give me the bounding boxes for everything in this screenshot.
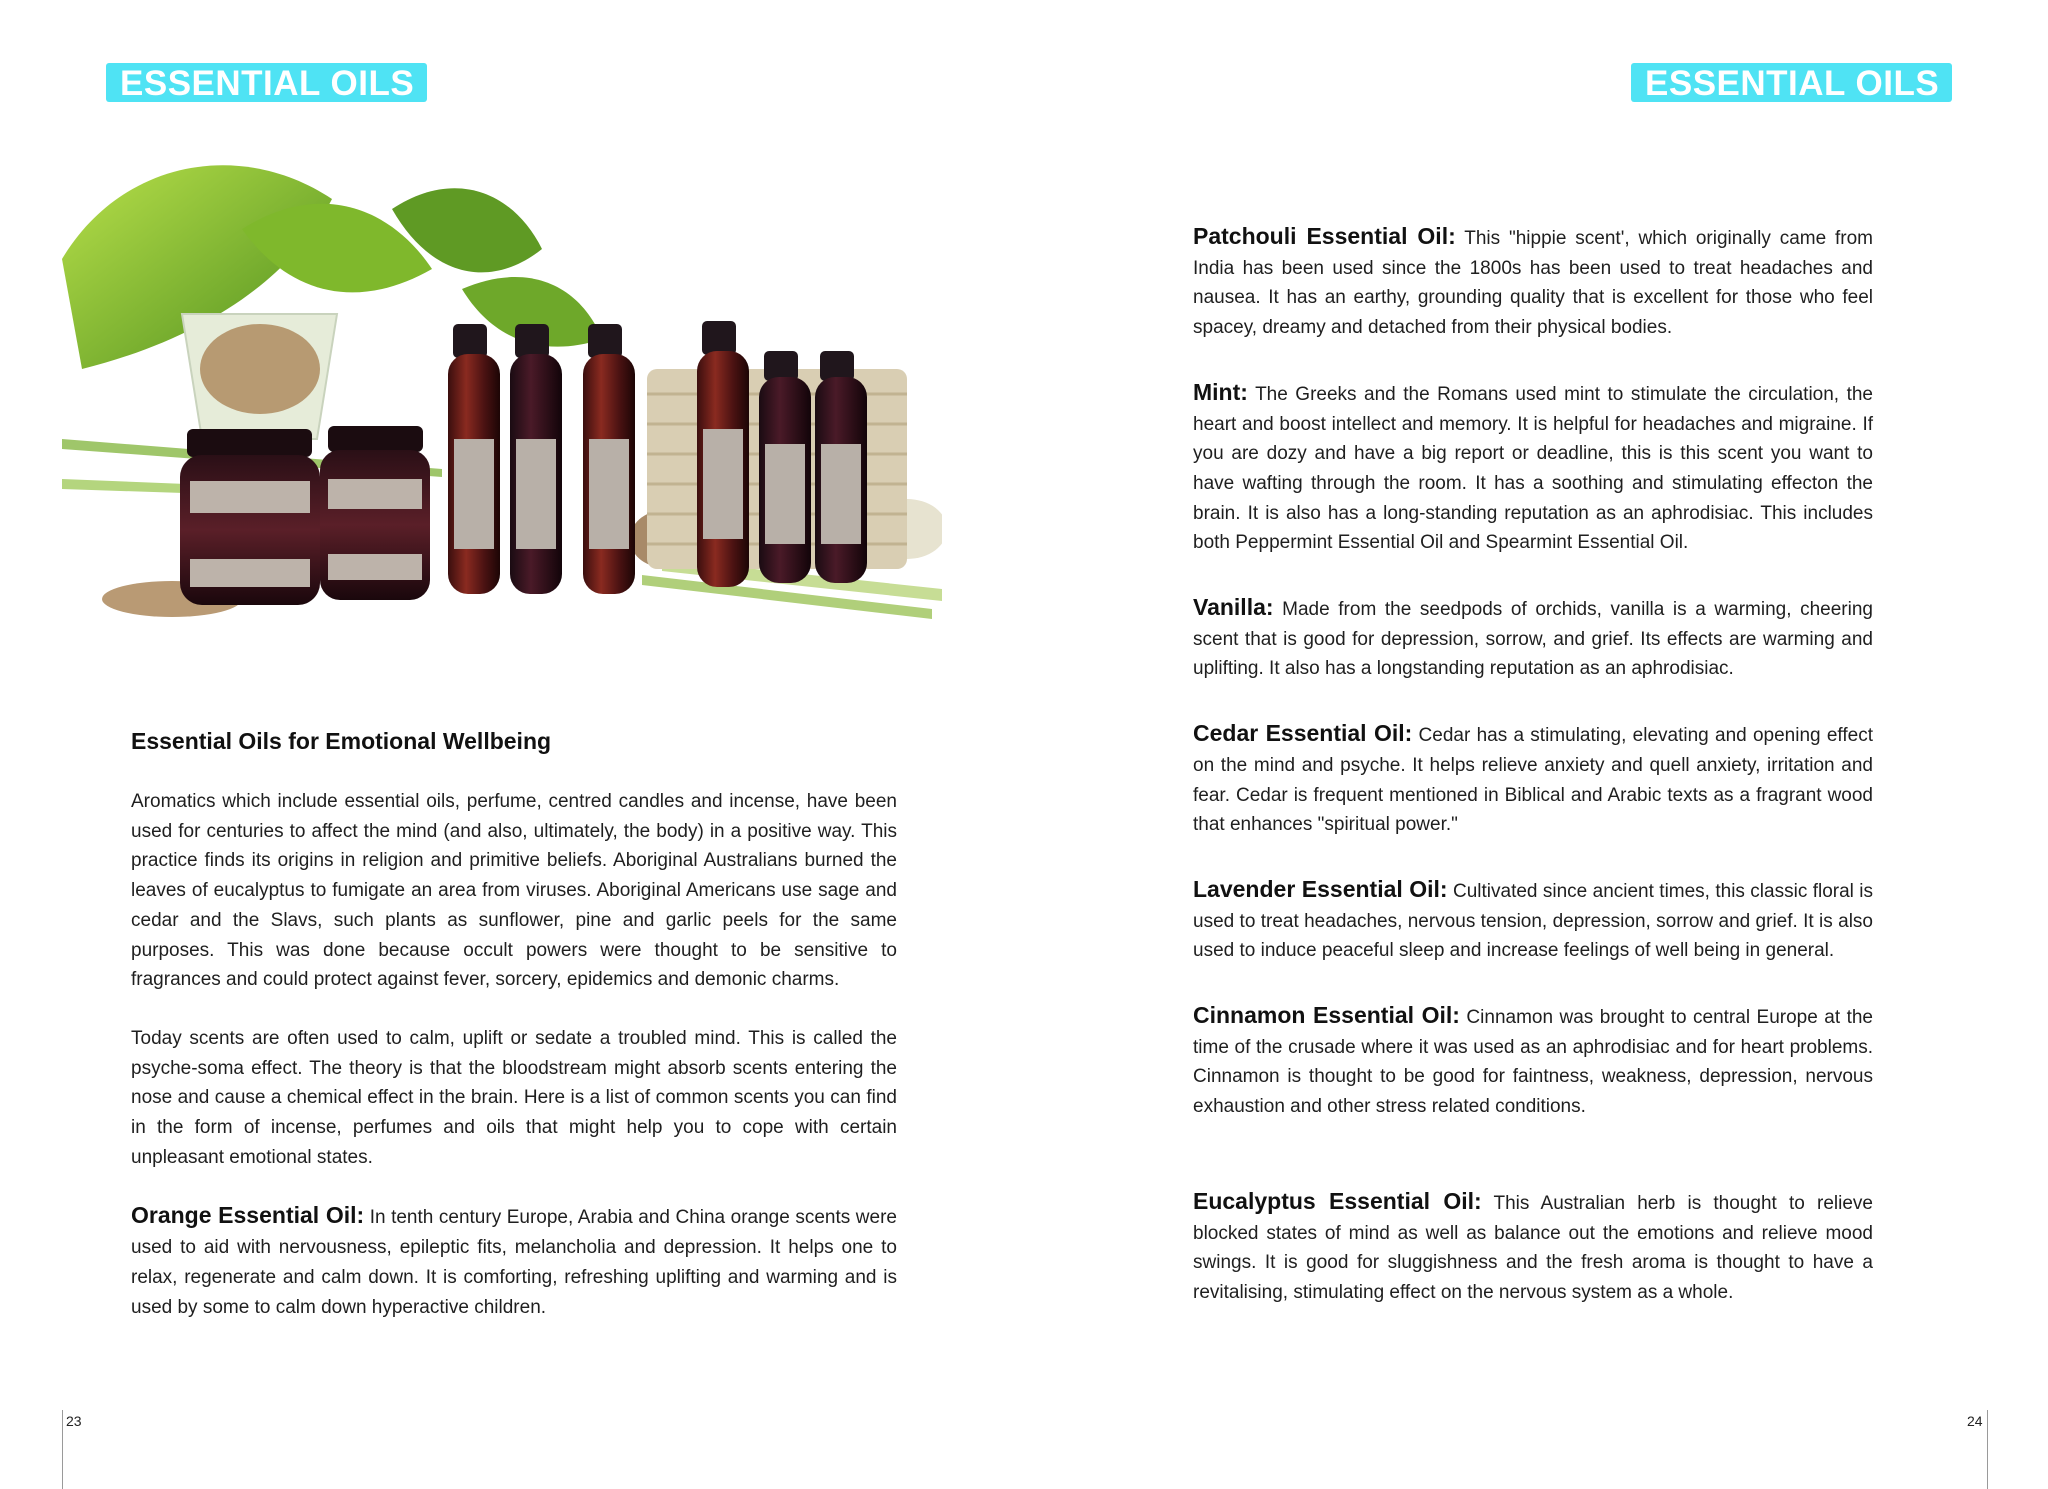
right-page-body <box>1193 222 1873 1308</box>
page-title-left: ESSENTIAL OILS <box>106 63 427 102</box>
oil-name: Eucalyptus Essential Oil: <box>1193 1187 1482 1214</box>
page-number-right: 24 <box>1967 1413 1983 1429</box>
oil-description: Cultivated since ancient times, this classic floral is used to treat headaches, nervous tension, depression, sorrow and grief. It is also used to induce peaceful sleep and increase feelings of well being in general. <box>1193 880 1874 962</box>
oil-description: Cedar has a stimulating, elevating and opening effect on the mind and psyche. It helps relieve anxiety and quell anxiety, irritation and fear. Cedar is frequent mentioned in Biblical and Arabic texts as a fragrant wood that enhances "spiritual power." <box>1193 725 1873 836</box>
oil-entry-eucalyptus <box>1193 1187 1873 1308</box>
intro-paragraph: Aromatics which include essential oils, perfume, centred candles and incense, have been used for centuries to affect the mind (and also, ultimately, the body) in a positive way. This practice finds its origins in religion and primitive beliefs. Aboriginal Australians burned the leaves of eucalyptus to fumigate an area from viruses. Aboriginal Americans use sage and cedar and the Slavs, such plants as sunflower, pine and garlic peels for the same purposes. This was done because occult powers were thought to be sensitive to fragrances and could protect against fever, sorcery, epidemics and demonic charms. <box>131 791 897 991</box>
oil-entry-patchouli <box>1193 222 1873 343</box>
essential-oils-product-photo <box>62 139 942 631</box>
oil-entry-vanilla <box>1193 593 1873 684</box>
oil-description: The Greeks and the Romans used mint to stimulate the circulation, the heart and boost intellect and memory. It is helpful for headaches and migraine. If you are dozy and have a big report or deadline, this is this scent you want to have wafting through the room. It has a soothing and stimulating effecton the brain. It is also has a long-standing reputation as an aphrodisiac. This includes both Peppermint Essential Oil and Spearmint Essential Oil. <box>1193 383 1873 554</box>
oil-description: This "hippie scent', which originally came from India has been used since the 1800s has been used to treat headaches and nausea. It has an earthy, grounding quality that is excellent for those who feel spacey, dreamy and detached from their physical bodies. <box>1193 228 1873 339</box>
right-page-edge-line <box>1987 1410 1988 1489</box>
oil-entry-mint <box>1193 378 1873 558</box>
section-heading: Essential Oils for Emotional Wellbeing <box>131 728 552 754</box>
oil-description: In tenth century Europe, Arabia and China orange scents were used to aid with nervousness, epileptic fits, melancholia and depression. It helps one to relax, regenerate and calm down. It is comforting, refreshing uplifting and warming and is used by some to calm down hyperactive children. <box>131 1207 897 1318</box>
page-title-right: ESSENTIAL OILS <box>1631 63 1952 102</box>
oil-entry-orange <box>131 1201 897 1322</box>
page-number-left: 23 <box>66 1413 82 1429</box>
oil-entry-lavender <box>1193 875 1873 966</box>
oil-name: Cedar Essential Oil: <box>1193 720 1413 747</box>
oil-description: Made from the seedpods of orchids, vanilla is a warming, cheering scent that is good for depression, sorrow, and grief. Its effects are warming and uplifting. It also has a longstanding reputation as an aphrodisiac. <box>1193 599 1873 680</box>
oil-entry-cinnamon <box>1193 1001 1873 1122</box>
left-page-edge-line <box>62 1410 63 1489</box>
oil-name: Mint: <box>1193 378 1248 405</box>
psyche-soma-paragraph: Today scents are often used to calm, uplift or sedate a troubled mind. This is called the psyche-soma effect. The theory is that the bloodstream might absorb scents entering the nose and cause a chemical effect in the brain. Here is a list of common scents you can find in the form of incense, perfumes and oils that might help you to cope with certain unpleasant emotional states. <box>131 1027 897 1168</box>
left-page-body <box>131 727 897 1322</box>
oil-name: Cinnamon Essential Oil: <box>1193 1002 1460 1029</box>
oil-entry-cedar <box>1193 719 1873 840</box>
oil-description: This Australian herb is thought to relieve blocked states of mind as well as balance out the emotions and relieve mood swings. It is good for sluggishness and the fresh aroma is thought to have a revitalising, stimulating effect on the nervous system as a whole. <box>1193 1192 1873 1303</box>
oil-name: Lavender Essential Oil: <box>1193 875 1448 902</box>
oil-description: Cinnamon was brought to central Europe at the time of the crusade where it was used as an aphrodisiac and for heart problems. Cinnamon is thought to be good for faintness, weakness, depression, nervous exhaustion and other stress related conditions. <box>1193 1007 1874 1118</box>
oil-name: Patchouli Essential Oil: <box>1193 223 1456 249</box>
oil-name: Vanilla: <box>1193 594 1274 621</box>
oil-name: Orange Essential Oil: <box>131 1202 365 1229</box>
